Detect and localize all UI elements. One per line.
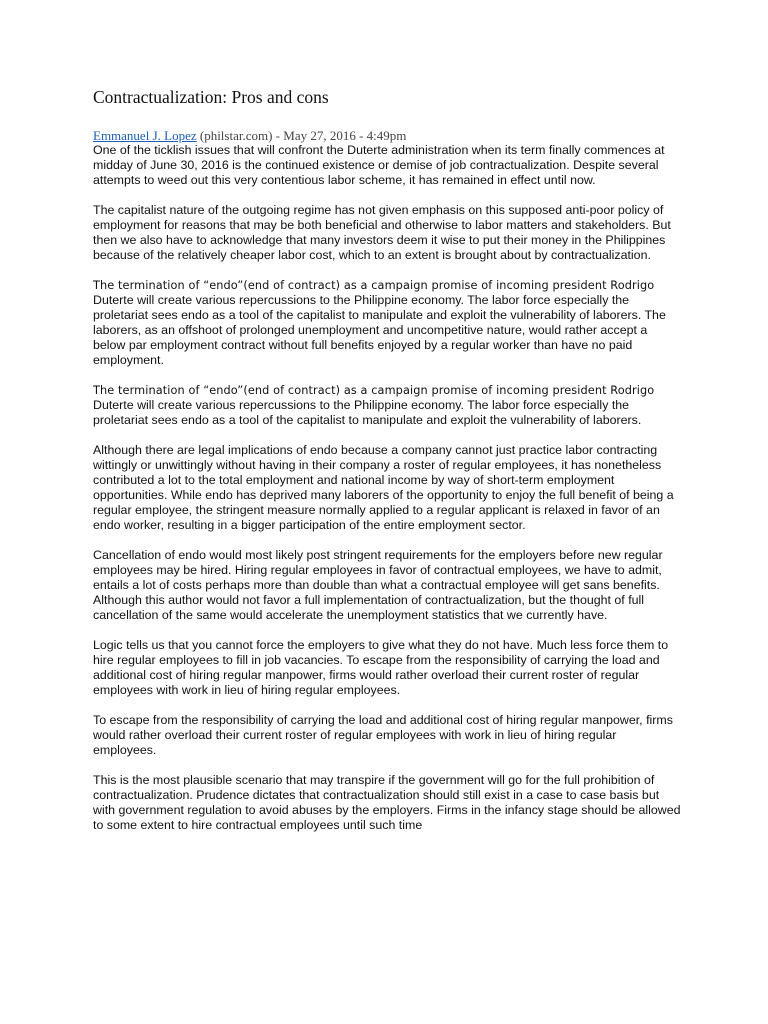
paragraph-endo-2: [93, 383, 683, 428]
paragraph-9: This is the most plausible scenario that may transpire if the government will go for the full prohibition of contractualization. Prudence dictates that contractualization should still exist in a case to case basis but with government regulation to avoid abuses by the employers. Firms in the infancy stage should be allowed to some extent to hire contractual employees until such time: [93, 773, 681, 832]
paragraph-endo-2-rest: Duterte will create various repercussions to the Philippine economy. The labor force especially the proletariat sees endo as a tool of the capitalist to manipulate and exploit the vulnerability of laborers.: [93, 398, 642, 427]
paragraph-5: Although there are legal implications of endo because a company cannot just practice labor contracting wittingly or unwittingly without having in their company a roster of regular employees, it has nonetheless contributed a lot to the total employment and national income by way of short-term employment opportunities. While endo has deprived many laborers of the opportunity to enjoy the full benefit of being a regular employee, the stringent measure normally applied to a regular applicant is relaxed in favor of an endo worker, resulting in a bigger participation of the entire employment sector.: [93, 443, 674, 532]
paragraph-endo-1-rest: Duterte will create various repercussions to the Philippine economy. The labor force especially the proletariat sees endo as a tool of the capitalist to manipulate and exploit the vulnerability of laborers. The laborers, as an offshoot of prolonged unemployment and uncompetitive nature, would rather accept a below par employment contract without full benefits enjoyed by a regular worker than have no paid employment.: [93, 293, 666, 367]
paragraph-endo-1-lead: The termination of “endo”(end of contract) as a campaign promise of incoming president Rodrigo: [93, 279, 655, 292]
paragraph-8: To escape from the responsibility of carrying the load and additional cost of hiring regular manpower, firms would rather overload their current roster of regular employees with work in lieu of hiring regular employees.: [93, 713, 673, 757]
paragraph-6: Cancellation of endo would most likely post stringent requirements for the employers before new regular employees may be hired. Hiring regular employees in favor of contractual employees, we have to admit, entails a lot of costs perhaps more than double than what a contractual employee will get sans benefits. Although this author would not favor a full implementation of contractualization, but the thought of full cancellation of the same would accelerate the unemployment statistics that we currently have.: [93, 548, 663, 622]
paragraph-2: The capitalist nature of the outgoing regime has not given emphasis on this supposed anti-poor policy of employment for reasons that may be both beneficial and otherwise to labor matters and stakeholders. But then we also have to acknowledge that many investors deem it wise to put their money in the Philippines because of the relatively cheaper labor cost, which to an extent is brought about by contractualization.: [93, 203, 671, 262]
paragraph-1: One of the ticklish issues that will confront the Duterte administration when its term finally commences at midday of June 30, 2016 is the continued existence or demise of job contractualization. Despite several attempts to weed out this very contentious labor scheme, it has remained in effect until now.: [93, 143, 665, 187]
byline: [93, 128, 683, 143]
article: [93, 86, 683, 848]
paragraph-endo-2-lead: The termination of “endo”(end of contract) as a campaign promise of incoming president Rodrigo: [93, 384, 655, 397]
source-date: (philstar.com) - May 27, 2016 - 4:49pm: [196, 128, 407, 143]
article-title: Contractualization: Pros and cons: [93, 87, 329, 107]
paragraph-7: Logic tells us that you cannot force the employers to give what they do not have. Much less force them to hire regular employees to fill in job vacancies. To escape from the responsibility of carrying the load and additional cost of hiring regular manpower, firms would rather overload their current roster of regular employees with work in lieu of hiring regular employees.: [93, 638, 669, 697]
paragraph-endo-1: [93, 278, 683, 368]
author-link[interactable]: Emmanuel J. Lopez: [93, 128, 197, 143]
